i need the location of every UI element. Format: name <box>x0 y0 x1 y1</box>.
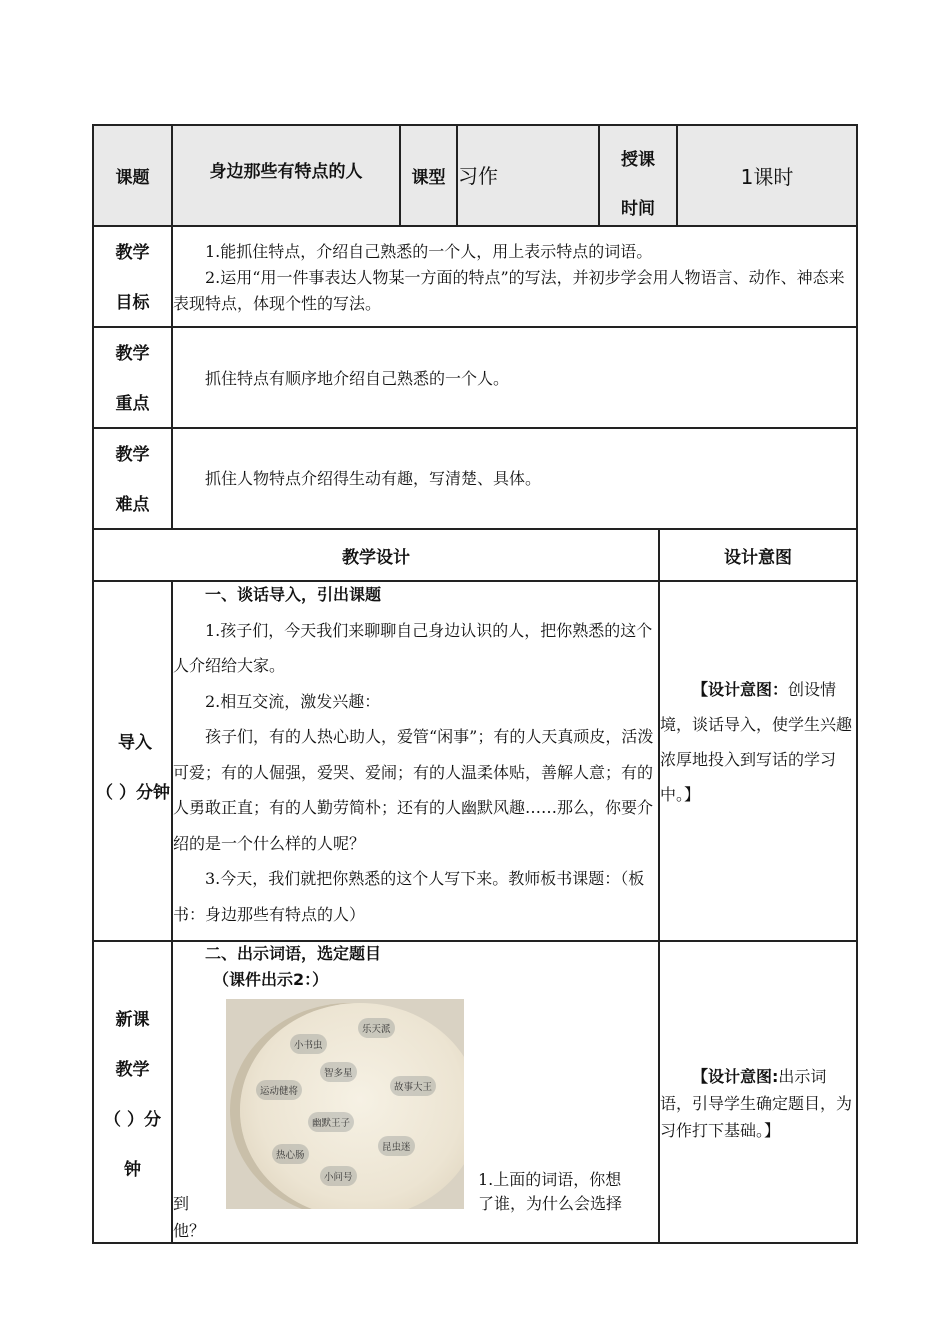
newlesson-label-line-3: （ ）分 <box>104 1110 161 1130</box>
word-circle-image <box>226 999 464 1209</box>
table-border-bottom <box>93 1242 858 1244</box>
intro-intent-text: 创设情境，谈话导入，使学生兴趣浓厚地投入到写话的学习中。】 <box>660 680 853 804</box>
difficulty-label-line-2: 难点 <box>115 495 150 515</box>
intro-label <box>94 718 176 818</box>
newlesson-question-line-2: 了谁，为什么会选择 <box>478 1194 623 1213</box>
intro-paragraph-1: 1.孩子们，今天我们来聊聊自己身边认识的人，把你熟悉的这个人介绍给大家。 <box>173 620 653 675</box>
type-value: 习作 <box>458 164 498 188</box>
time-label <box>600 136 676 234</box>
goals-label-line-1: 教学 <box>115 243 150 263</box>
newlesson-label-line-4: 钟 <box>124 1160 141 1180</box>
intro-heading: 一、谈话导入，引出课题 <box>205 585 382 604</box>
newlesson-label-line-1: 新课 <box>115 1010 150 1030</box>
word-tag: 小问号 <box>324 1169 353 1183</box>
topic-value: 身边那些有特点的人 <box>209 162 363 182</box>
focus-content: 抓住特点有顺序地介绍自己熟悉的一个人。 <box>205 369 510 388</box>
difficulty-content: 抓住人物特点介绍得生动有趣，写清楚、具体。 <box>205 469 542 488</box>
design-header: 教学设计 <box>342 547 410 568</box>
word-tag: 乐天派 <box>362 1021 391 1035</box>
newlesson-label-line-2: 教学 <box>115 1060 150 1080</box>
intro-paragraph-4: 3.今天，我们就把你熟悉的这个人写下来。教师板书课题：（板书：身边那些有特点的人） <box>173 869 645 924</box>
word-tag: 热心肠 <box>276 1147 305 1161</box>
newlesson-intent <box>660 1063 856 1144</box>
newlesson-label <box>94 995 171 1195</box>
intro-paragraph-2: 2.相互交流，激发兴趣： <box>205 691 381 711</box>
newlesson-sub: （课件出示2：） <box>213 970 329 989</box>
time-value: 1课时 <box>740 165 794 189</box>
difficulty-label <box>94 430 171 530</box>
goal-item-2: 2.运用“用一件事表达人物某一方面的特点”的写法，并初步学会用人物语言、动作、神态来表现特点，体现个性的写法。 <box>173 268 845 313</box>
intro-intent-tag: 【设计意图： <box>692 680 789 699</box>
newlesson-question-end: 他？ <box>173 1221 206 1240</box>
difficulty-text <box>173 466 856 492</box>
word-tag: 昆虫迷 <box>382 1139 411 1153</box>
row-divider <box>93 326 858 328</box>
newlesson-question-prefix: 到 <box>173 1194 190 1213</box>
word-tag: 智多星 <box>324 1065 353 1079</box>
focus-label-line-2: 重点 <box>115 394 150 414</box>
intro-paragraph-3: 孩子们，有的人热心助人，爱管“闲事”；有的人天真顽皮，活泼可爱；有的人倔强，爱哭、爱闹；有的人温柔体贴，善解人意；有的人勇敢正直；有的人勤劳简朴；还有的人幽默风趣……那么，你要介绍的是一个什么样的人呢？ <box>173 727 654 853</box>
newlesson-content <box>173 941 658 993</box>
goals-text <box>173 239 856 317</box>
goals-label <box>94 228 171 328</box>
newlesson-question <box>478 1166 658 1218</box>
type-label: 课型 <box>411 168 446 188</box>
newlesson-question-line-1: 1.上面的词语，你想 <box>478 1170 622 1189</box>
word-tag: 故事大王 <box>394 1079 432 1093</box>
intro-label-line-1: 导入 <box>118 733 152 753</box>
time-label-line-1: 授课 <box>621 150 655 170</box>
focus-label <box>94 329 171 429</box>
goal-item-1: 1.能抓住特点，介绍自己熟悉的一个人，用上表示特点的词语。 <box>205 242 653 261</box>
row-divider <box>93 225 858 227</box>
intro-content <box>173 577 658 932</box>
word-tag: 运动健将 <box>260 1083 298 1097</box>
table-border-right <box>856 124 858 1244</box>
focus-label-line-1: 教学 <box>115 344 150 364</box>
intro-intent <box>660 672 856 812</box>
newlesson-intent-tag: 【设计意图: <box>692 1067 779 1086</box>
newlesson-heading: 二、出示词语，选定题目 <box>205 944 382 963</box>
focus-text <box>173 366 856 392</box>
difficulty-label-line-1: 教学 <box>115 445 150 465</box>
intent-header: 设计意图 <box>724 547 792 568</box>
topic-label: 课题 <box>115 168 150 188</box>
time-label-line-2: 时间 <box>621 199 655 219</box>
word-tag: 小书虫 <box>294 1037 323 1051</box>
goals-label-line-2: 目标 <box>115 293 150 313</box>
intro-label-line-2: （ ）分钟 <box>96 783 170 803</box>
newlesson-intent-text: 出示词语，引导学生确定题目，为习作打下基础。】 <box>660 1067 853 1140</box>
word-tag: 幽默王子 <box>312 1115 350 1129</box>
row-divider <box>93 427 858 429</box>
